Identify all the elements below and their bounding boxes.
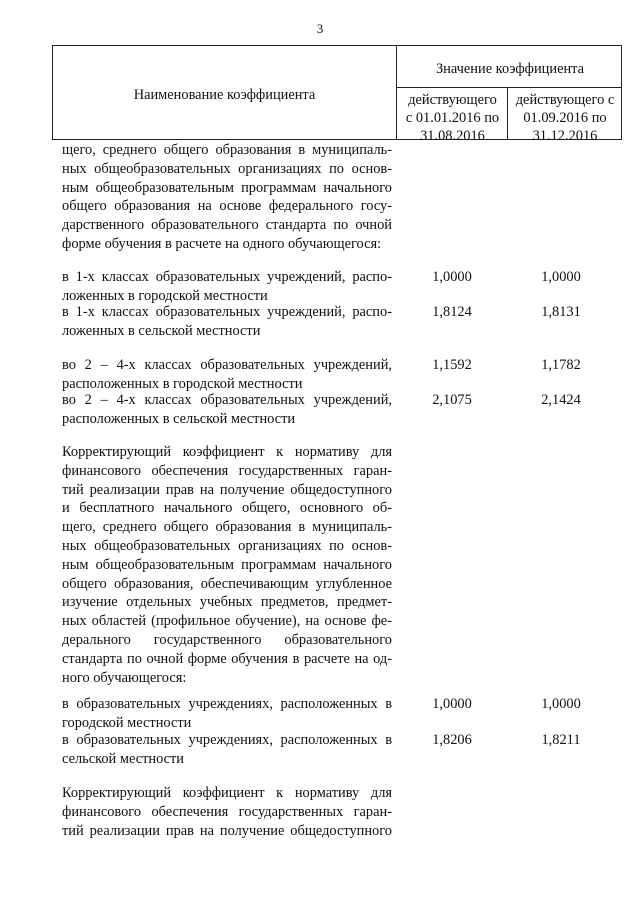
value: 1,1592 (432, 357, 472, 373)
value: 2,1424 (541, 392, 581, 408)
value: 2,1075 (432, 392, 472, 408)
header-name-column: Наименование коэффициента (133, 87, 316, 103)
row-a3: во 2 – 4-х классах образовательных учреждений, расположенных в городской местности (62, 357, 392, 392)
row-a2: в 1-х классах образовательных учреждений, распо- ложенных в сельской местности (62, 304, 392, 339)
value: 1,8124 (432, 304, 472, 320)
row-b1: в образовательных учреждениях, расположенных в городской местности (62, 696, 392, 731)
value: 1,8211 (541, 732, 581, 748)
header-col1: действующего с 01.01.2016 по 31.08.2016 (405, 92, 500, 144)
intro-paragraph: щего, среднего общего образования в муниципаль- ных общеобразовательных организациях по основ- ным общеобразовательным программам начального общего образования на основе федерального госу- дарственного образовательного стандарта по очной форме обучения в расчете на одного обучающегося: (62, 142, 392, 252)
paragraph-3: Корректирующий коэффициент к нормативу для финансового обеспечения государственных гаран- тий реализации прав на получение общедоступного (62, 785, 392, 839)
value: 1,0000 (541, 696, 581, 712)
value: 1,0000 (432, 696, 472, 712)
page-number: 3 (316, 21, 324, 36)
paragraph-2: Корректирующий коэффициент к нормативу для финансового обеспечения государственных гаран- тий реализации прав на получение общедоступного и бесплатного начального общего, основного об- щего, среднего общего образования в муниципаль- ных общеобразовательных организациях по основ- ным общеобразовательным программам начального общего образования, обеспечивающим углубленное изучение отдельных учебных предметов, предмет- ных областей (профильное обучение), на основе фе- дерального государственного образовательного стандарта по очной форме обучения в расчете на од- ного обучающегося: (62, 444, 392, 686)
row-a4: во 2 – 4-х классах образовательных учреждений, расположенных в сельской местности (62, 392, 392, 427)
row-a1: в 1-х классах образовательных учреждений, распо- ложенных в городской местности (62, 269, 392, 304)
header-col2: действующего с 01.09.2016 по 31.12.2016 (515, 92, 615, 144)
value: 1,8206 (432, 732, 472, 748)
value: 1,0000 (432, 269, 472, 285)
header-value-group: Значение коэффициента (435, 61, 585, 77)
value: 1,0000 (541, 269, 581, 285)
value: 1,8131 (541, 304, 581, 320)
row-b2: в образовательных учреждениях, расположенных в сельской местности (62, 732, 392, 767)
value: 1,1782 (541, 357, 581, 373)
